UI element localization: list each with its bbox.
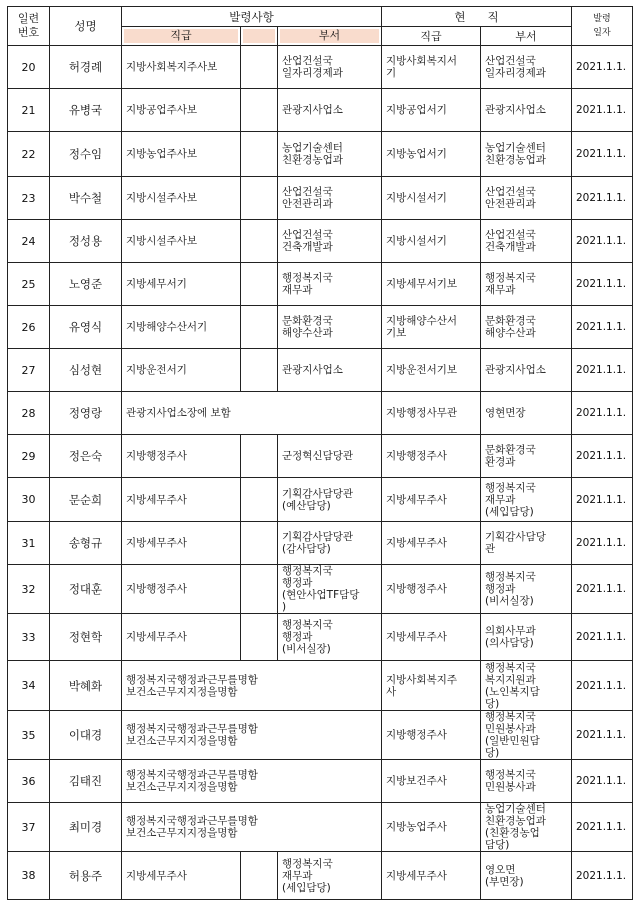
- appointment-dept-cell: 행정복지국 행정과 (비서실장): [278, 614, 382, 661]
- current-rank-cell: 지방보건주사: [382, 760, 481, 803]
- table-row: [8, 349, 633, 392]
- appointment-dept-cell: 행정복지국 행정과 (현안사업TF담당 ): [278, 565, 382, 614]
- serial-number-cell: 30: [8, 478, 50, 522]
- appointment-dept-cell: 행정복지국 재무과: [278, 263, 382, 306]
- name-cell: 이대경: [50, 711, 122, 760]
- name-cell: 문순희: [50, 478, 122, 522]
- appointment-blank-cell: [241, 177, 278, 220]
- current-rank-cell: 지방사회복지서 기: [382, 46, 481, 89]
- current-dept-cell: 문화환경국 해양수산과: [481, 306, 572, 349]
- table-row: [8, 177, 633, 220]
- appointment-date-cell: 2021.1.1.: [572, 614, 633, 661]
- serial-number-cell: 24: [8, 220, 50, 263]
- current-rank-cell: 지방해양수산서 기보: [382, 306, 481, 349]
- current-dept-cell: 의회사무과 (의사담당): [481, 614, 572, 661]
- appointment-rank-cell: 지방세무주사: [122, 522, 241, 565]
- current-dept-cell: 행정복지국 재무과: [481, 263, 572, 306]
- appointment-dept-cell: 산업건설국 일자리경제과: [278, 46, 382, 89]
- appointment-note-cell: 행정복지국행정과근무를명함 보건소근무지지정을명함: [122, 661, 382, 711]
- current-rank-cell: 지방행정주사: [382, 435, 481, 478]
- current-rank-cell: 지방행정주사: [382, 565, 481, 614]
- appointment-dept-cell: 산업건설국 안전관리과: [278, 177, 382, 220]
- table-row: [8, 306, 633, 349]
- current-dept-cell: 농업기술센터 친환경농업과: [481, 132, 572, 177]
- appointment-blank-cell: [241, 132, 278, 177]
- appointment-date-cell: 2021.1.1.: [572, 349, 633, 392]
- appointment-blank-cell: [241, 435, 278, 478]
- appointment-note-cell: 관광지사업소장에 보함: [122, 392, 382, 435]
- name-cell: 정성용: [50, 220, 122, 263]
- current-dept-cell: 관광지사업소: [481, 89, 572, 132]
- header-current-department: 부서: [481, 27, 572, 46]
- appointment-note-cell: 행정복지국행정과근무를명함 보건소근무지지정을명함: [122, 711, 382, 760]
- serial-number-cell: 34: [8, 661, 50, 711]
- current-rank-cell: 지방농업서기: [382, 132, 481, 177]
- appointment-date-cell: 2021.1.1.: [572, 263, 633, 306]
- appointment-date-cell: 2021.1.1.: [572, 803, 633, 852]
- appointment-rank-cell: 지방세무주사: [122, 614, 241, 661]
- appointment-rank-cell: 지방운전서기: [122, 349, 241, 392]
- serial-number-cell: 29: [8, 435, 50, 478]
- header-department: 부서: [278, 27, 382, 46]
- name-cell: 유병국: [50, 89, 122, 132]
- name-cell: 박수철: [50, 177, 122, 220]
- current-rank-cell: 지방운전서기보: [382, 349, 481, 392]
- appointment-date-cell: 2021.1.1.: [572, 89, 633, 132]
- current-rank-cell: 지방시설서기: [382, 177, 481, 220]
- appointment-blank-cell: [241, 306, 278, 349]
- appointment-date-cell: 2021.1.1.: [572, 306, 633, 349]
- current-dept-cell: 기획감사담당 관: [481, 522, 572, 565]
- table-row: [8, 711, 633, 760]
- current-dept-cell: 관광지사업소: [481, 349, 572, 392]
- appointment-date-cell: 2021.1.1.: [572, 132, 633, 177]
- appointment-dept-cell: 관광지사업소: [278, 89, 382, 132]
- current-dept-cell: 문화환경국 환경과: [481, 435, 572, 478]
- serial-number-cell: 38: [8, 852, 50, 900]
- appointment-date-cell: 2021.1.1.: [572, 435, 633, 478]
- name-cell: 송형규: [50, 522, 122, 565]
- appointment-rank-cell: 지방세무주사: [122, 852, 241, 900]
- appointment-date-cell: 2021.1.1.: [572, 661, 633, 711]
- name-cell: 정현학: [50, 614, 122, 661]
- appointment-rank-cell: 지방행정주사: [122, 435, 241, 478]
- header-current-rank: 직급: [382, 27, 481, 46]
- header-appointment-date: 발령 일자: [572, 7, 633, 46]
- appointment-date-cell: 2021.1.1.: [572, 522, 633, 565]
- serial-number-cell: 22: [8, 132, 50, 177]
- appointment-blank-cell: [241, 852, 278, 900]
- appointment-dept-cell: 기획감사담당관 (감사담당): [278, 522, 382, 565]
- name-cell: 정은숙: [50, 435, 122, 478]
- table-body: [8, 46, 633, 900]
- appointment-dept-cell: 관광지사업소: [278, 349, 382, 392]
- appointment-dept-cell: 산업건설국 건축개발과: [278, 220, 382, 263]
- appointment-date-cell: 2021.1.1.: [572, 46, 633, 89]
- serial-number-cell: 37: [8, 803, 50, 852]
- serial-number-cell: 26: [8, 306, 50, 349]
- appointment-rank-cell: 지방행정주사: [122, 565, 241, 614]
- current-dept-cell: 행정복지국 재무과 (세입담당): [481, 478, 572, 522]
- appointment-date-cell: 2021.1.1.: [572, 565, 633, 614]
- appointment-rank-cell: 지방농업주사보: [122, 132, 241, 177]
- current-dept-cell: 행정복지국 민원봉사과: [481, 760, 572, 803]
- table-row: [8, 46, 633, 89]
- current-rank-cell: 지방시설서기: [382, 220, 481, 263]
- table-row: [8, 263, 633, 306]
- appointment-date-cell: 2021.1.1.: [572, 760, 633, 803]
- name-cell: 허경례: [50, 46, 122, 89]
- current-dept-cell: 농업기술센터 친환경농업과 (친환경농업 담당): [481, 803, 572, 852]
- current-rank-cell: 지방공업서기: [382, 89, 481, 132]
- current-rank-cell: 지방세무주사: [382, 478, 481, 522]
- appointment-dept-cell: 기획감사담당관 (예산담당): [278, 478, 382, 522]
- appointment-date-cell: 2021.1.1.: [572, 392, 633, 435]
- appointment-dept-cell: 군정혁신담당관: [278, 435, 382, 478]
- table-row: [8, 478, 633, 522]
- current-rank-cell: 지방세무주사: [382, 852, 481, 900]
- header-rank: 직급: [122, 27, 241, 46]
- current-dept-cell: 행정복지국 행정과 (비서실장): [481, 565, 572, 614]
- name-cell: 허용주: [50, 852, 122, 900]
- appointment-rank-cell: 지방해양수산서기: [122, 306, 241, 349]
- current-dept-cell: 행정복지국 민원봉사과 (일반민원담 당): [481, 711, 572, 760]
- header-current-position: 현 직: [382, 7, 572, 27]
- current-rank-cell: 지방농업주사: [382, 803, 481, 852]
- name-cell: 박혜화: [50, 661, 122, 711]
- appointment-blank-cell: [241, 46, 278, 89]
- appointment-rank-cell: 지방공업주사보: [122, 89, 241, 132]
- name-cell: 유영식: [50, 306, 122, 349]
- table-row: [8, 220, 633, 263]
- table-row: [8, 760, 633, 803]
- header-serial-number: 일련 번호: [8, 7, 50, 46]
- serial-number-cell: 27: [8, 349, 50, 392]
- appointment-date-cell: 2021.1.1.: [572, 711, 633, 760]
- appointment-date-cell: 2021.1.1.: [572, 220, 633, 263]
- name-cell: 정영랑: [50, 392, 122, 435]
- current-rank-cell: 지방세무주사: [382, 614, 481, 661]
- current-dept-cell: 영오면 (부면장): [481, 852, 572, 900]
- appointment-note-cell: 행정복지국행정과근무를명함 보건소근무지지정을명함: [122, 803, 382, 852]
- current-dept-cell: 산업건설국 안전관리과: [481, 177, 572, 220]
- current-dept-cell: 영현면장: [481, 392, 572, 435]
- name-cell: 정수임: [50, 132, 122, 177]
- table-row: [8, 392, 633, 435]
- appointment-rank-cell: 지방시설주사보: [122, 220, 241, 263]
- appointment-blank-cell: [241, 522, 278, 565]
- table-row: [8, 803, 633, 852]
- serial-number-cell: 28: [8, 392, 50, 435]
- appointment-rank-cell: 지방세무서기: [122, 263, 241, 306]
- appointment-date-cell: 2021.1.1.: [572, 852, 633, 900]
- current-dept-cell: 행정복지국 복지지원과 (노인복지담 당): [481, 661, 572, 711]
- table-row: [8, 614, 633, 661]
- appointment-dept-cell: 행정복지국 재무과 (세입담당): [278, 852, 382, 900]
- appointment-blank-cell: [241, 614, 278, 661]
- appointment-blank-cell: [241, 349, 278, 392]
- serial-number-cell: 25: [8, 263, 50, 306]
- name-cell: 최미경: [50, 803, 122, 852]
- appointment-blank-cell: [241, 565, 278, 614]
- current-rank-cell: 지방사회복지주 사: [382, 661, 481, 711]
- appointment-date-cell: 2021.1.1.: [572, 177, 633, 220]
- appointment-dept-cell: 문화환경국 해양수산과: [278, 306, 382, 349]
- appointment-rank-cell: 지방세무주사: [122, 478, 241, 522]
- name-cell: 김태진: [50, 760, 122, 803]
- serial-number-cell: 21: [8, 89, 50, 132]
- table-row: [8, 522, 633, 565]
- appointment-rank-cell: 지방사회복지주사보: [122, 46, 241, 89]
- header-appointment: 발령사항: [122, 7, 382, 27]
- current-dept-cell: 산업건설국 일자리경제과: [481, 46, 572, 89]
- current-rank-cell: 지방세무서기보: [382, 263, 481, 306]
- table-row: [8, 132, 633, 177]
- table-row: [8, 565, 633, 614]
- table-row: [8, 435, 633, 478]
- table-row: [8, 89, 633, 132]
- serial-number-cell: 35: [8, 711, 50, 760]
- serial-number-cell: 20: [8, 46, 50, 89]
- name-cell: 노영준: [50, 263, 122, 306]
- serial-number-cell: 23: [8, 177, 50, 220]
- appointment-note-cell: 행정복지국행정과근무를명함 보건소근무지지정을명함: [122, 760, 382, 803]
- name-cell: 심성현: [50, 349, 122, 392]
- serial-number-cell: 32: [8, 565, 50, 614]
- serial-number-cell: 33: [8, 614, 50, 661]
- appointment-dept-cell: 농업기술센터 친환경농업과: [278, 132, 382, 177]
- current-rank-cell: 지방행정주사: [382, 711, 481, 760]
- header-name: 성명: [50, 7, 122, 46]
- current-rank-cell: 지방행정사무관: [382, 392, 481, 435]
- table-row: [8, 852, 633, 900]
- table-row: [8, 661, 633, 711]
- appointment-rank-cell: 지방시설주사보: [122, 177, 241, 220]
- name-cell: 정대훈: [50, 565, 122, 614]
- personnel-appointment-table: [7, 6, 633, 900]
- appointment-blank-cell: [241, 478, 278, 522]
- appointment-blank-cell: [241, 220, 278, 263]
- serial-number-cell: 36: [8, 760, 50, 803]
- appointment-date-cell: 2021.1.1.: [572, 478, 633, 522]
- appointment-blank-cell: [241, 263, 278, 306]
- appointment-blank-cell: [241, 89, 278, 132]
- header-blank: [241, 27, 278, 46]
- serial-number-cell: 31: [8, 522, 50, 565]
- current-rank-cell: 지방세무주사: [382, 522, 481, 565]
- current-dept-cell: 산업건설국 건축개발과: [481, 220, 572, 263]
